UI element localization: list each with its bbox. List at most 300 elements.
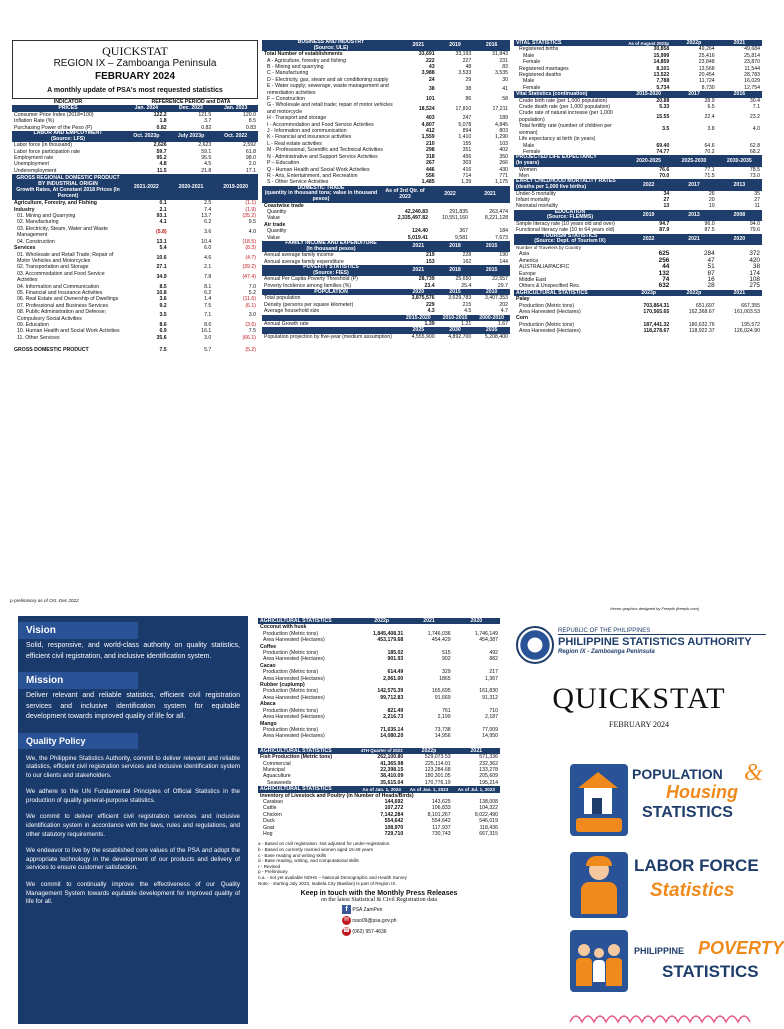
footnote: p - Preliminary [258,869,288,875]
cell: 4,555,900 [411,333,435,340]
row-label: Underemployment [14,167,57,174]
vision-text: Solid, responsive, and world-class authority on quality statistics, efficient civil registration, and inclusive identification system. [26,642,240,660]
keep-in-touch: Keep in touch with the Monthly Press Releases [300,890,458,898]
cell: 771 [499,172,508,179]
section-title [262,186,380,203]
contact-list [342,905,500,938]
cell: 106,833 [431,805,451,812]
col-header: As of Jul. 1, 2023 [453,786,500,792]
cell: 30,858 [653,46,670,53]
cell: 11,724 [699,78,715,85]
section-title: EARLY CHILDHOOD MORTALITY RATES (deaths per 1,000 live births) [514,179,626,190]
cell: 59.1 [201,148,212,155]
cell: 1,485 [421,179,435,186]
cell: 13.7 [201,213,212,220]
cell: 2.5 [204,200,212,207]
row-label: Industry [14,206,35,213]
cell: 420 [749,256,760,264]
cell: 554,642 [431,818,451,825]
table-row [262,102,510,115]
cell: 31,843 [492,51,508,58]
cell: 1,367 [485,675,498,682]
col-header: 2021 [400,40,437,51]
phone-icon: ☎ [342,928,351,935]
cell: 38 [752,263,760,271]
col-header: As of Jan. 1, 2023 [405,786,452,792]
row-label: Under-5 mortality [516,190,556,197]
col-header: Oct. 2023p [124,131,169,142]
cell: 30.4 [749,97,760,104]
cell: 0.1 [159,200,167,207]
psa-seal-icon [516,626,554,664]
col-header: 2015-2020 [400,315,437,321]
cell: 730,743 [431,831,451,837]
cell: 28.9 [704,97,715,104]
cell: 1,410 [458,134,472,141]
cell: 107,272 [384,805,404,812]
cell: 26 [708,190,715,197]
cell: 1865 [439,675,451,682]
cell: 614.49 [387,669,404,676]
cell: 350 [499,153,508,160]
section-title [514,155,626,166]
row-label: Production (Metric tons) [263,650,319,657]
cell: 2,187 [485,714,498,721]
row-label: 01. Wholesale and Retail Trade; Repair of Motor Vehicles and Motorcycles [17,251,114,264]
cell: 882 [489,656,498,663]
cell: 69.40 [656,142,670,149]
facebook-icon: f [342,905,351,914]
section-title-text: GROSS REGIONAL DOMESTIC PRODUCT BY INDUSTRIAL ORIGIN [16,175,120,188]
cell: 29.7 [497,282,508,289]
cell: 2.0 [248,161,256,168]
row-label: Coastwise trade [264,202,304,209]
cell: 667,315 [479,831,498,837]
row-label: Density (persons per square kilometer) [264,301,354,308]
row-label: Goat [263,824,275,831]
cell: 256 [658,256,670,264]
quality-policy-title: Quality Policy [18,733,138,749]
cell: 8.1 [204,283,212,290]
cell: 3.5 [662,126,670,133]
row-label: Area Harvested (Hectares) [263,675,325,682]
keep-in-touch-sub: on the latest Statistical & Civil Registration data [320,897,438,904]
row-label: Agriculture, Forestry, and Fishing [14,200,97,207]
cell: (18.5) [242,238,256,245]
col-header: 2022 [626,179,671,190]
cell: 71.5 [704,172,715,179]
cell: 174 [749,269,760,277]
cell: 77.1 [704,166,715,173]
col-header: 2000-2010 [473,315,510,321]
row-label: Production (Metric tons) [519,321,575,328]
cell: 3,988 [421,70,435,77]
cell: 3,535 [495,70,508,77]
cell: 23,848 [698,59,715,66]
cell: 23.2 [749,113,760,120]
row-label: 03. Electricity, Steam, Water and Waste Management [17,225,108,239]
col-header: 2013 [671,210,716,221]
col-header: 2015-2020 [626,91,671,97]
row-label: 11. Other Services [17,334,60,341]
cell: 118,436 [479,824,498,831]
livestock-table [258,786,500,837]
cell: 48 [465,64,472,70]
cell: 16.1 [201,328,212,335]
row-label: Annual average family income [264,252,334,259]
cell: 5.33 [659,104,670,111]
cell: 118,922.37 [689,328,715,335]
row-label: E - Water supply; sewerage, waste management and remediation activities [267,83,389,96]
cell: 13.1 [156,238,167,245]
cell: 7.1 [752,104,760,111]
row-label: Rubber (cuplump) [260,682,305,689]
cell: 73.0 [749,172,760,179]
cell: 446 [426,166,435,173]
cell: 329 [442,669,451,676]
cell: 17,211 [492,105,508,112]
cell: 195,572 [741,321,760,328]
cell: 554,642 [384,818,404,825]
cell: 14,950 [482,733,498,740]
col-header: 2015 [473,241,510,252]
footnote: Note: - starting July 2023, Isabela City (Basilan) is part of Region IX. [258,880,397,886]
cell: 267 [426,160,435,167]
cell: 18,524 [418,105,435,112]
cell: 1,845,408.31 [373,630,404,637]
cell: 227 [462,57,472,64]
cell: 2,623 [198,142,212,149]
row-label: Employment rate [14,155,54,162]
cell: 4.7 [500,308,508,315]
cell: 529,073.53 [424,754,451,761]
row-label: Production (Metric tons) [263,688,319,695]
cell: 3.8 [707,126,715,133]
cell: 2.1 [159,206,167,213]
col-header: 2017 [671,179,716,190]
cell: 430 [499,166,508,173]
row-label: Aquaculture [263,773,291,780]
row-label: Quantity [267,208,287,215]
cell: 6.9 [159,328,167,335]
cell: 20.88 [656,97,670,104]
row-label: Total fertility rate (number of children per woman) [519,123,612,136]
cell: 142,575.39 [377,688,404,695]
row-label: Value [267,215,280,222]
email-icon: ✉ [343,917,350,924]
row-label: Production (Metric tons) [263,630,319,637]
psa-header [558,628,766,655]
row-label: Functional literacy rate (10 to 64 years old) [516,227,615,234]
row-label: Women [519,166,537,173]
row-label: Female [523,148,541,155]
cell: 87 [707,269,715,277]
republic-label: REPUBLIC OF THE PHILIPPINES [558,628,766,635]
cell: 13,522 [653,72,670,79]
col-header: 2015 [473,265,510,276]
cell: 219 [426,252,435,259]
cell: 6.5 [707,104,715,111]
row-label: Area Harvested (Hectares) [519,308,581,315]
cell: 7,788 [656,78,670,85]
facebook-contact[interactable] [342,905,500,916]
cell: 25.4 [461,282,472,289]
quality-policy-paragraph: We commit to deliver efficient civil registration services and inclusive identification system in accordance with the laws, rules and regulations, and other statutory requirements. [26,813,240,838]
cell: 87.5 [704,227,715,234]
column-3 [514,40,762,335]
cell: 11,544 [744,65,760,72]
email-contact[interactable] [342,916,500,927]
cell: 416 [462,166,472,173]
cell: 0.83 [245,124,256,131]
cell: 9.5 [248,219,256,226]
cell: 3.7 [204,118,212,125]
row-label: Abaca [260,701,276,708]
business-table [262,40,510,186]
row-label: 03. Accommodation and Food Service Activities [17,270,105,284]
row-label: G - Wholesale and retail trade; repair of motor vehicles and motorcycle [267,102,393,115]
row-label: Area Harvested (Hectares) [263,714,325,721]
column-2 [262,40,510,340]
col-header: 2021 [671,234,716,245]
row-label: Others & Unspecified Res. [519,283,581,290]
row-label: Area Harvested (Hectares) [263,733,325,740]
psa-region: Region IX - Zamboanga Peninsula [558,649,655,655]
table-row [262,83,510,96]
cell: 144,692 [384,798,404,805]
cell: 22.4 [704,113,715,120]
cell: 30 [502,76,508,83]
cell: (39.2) [242,264,256,271]
cell: 4.6 [204,254,212,261]
section-subtitle: (In years) [516,159,540,166]
cell: 59.7 [156,148,167,155]
section-subtitle: (Source: FLEMMS) [546,214,594,221]
section-title: AGRICULTURAL STATISTICS [258,786,358,792]
section-title: PRICES [12,105,124,111]
cell: (4.7) [245,254,256,261]
col-header: 2010 [473,289,510,295]
cell: 3,875,576 [411,295,435,302]
row-label: Coffee [260,643,277,650]
row-label: Fish Production (Metric tons) [260,754,333,761]
cell: 28 [707,282,715,290]
section-title-text: EDUCATION [554,208,586,215]
row-label: 09. Education [17,321,49,328]
cell: 3.6 [159,296,167,303]
cell: 571,336 [479,754,498,761]
cell: 122.2 [153,111,167,118]
row-label: Corn [516,315,529,322]
cell: 43 [428,64,435,70]
mission-title: Mission [18,672,138,689]
cell: 64.6 [704,142,715,149]
table-row [12,252,258,265]
cell: 28,783 [744,72,760,79]
cell: 7.0 [248,283,256,290]
cell: 0.82 [201,124,212,131]
row-label: 08. Public Administration and Defense; Compulsory Social Activities [17,309,107,322]
cell: 96.0 [704,220,715,227]
cell: 2,216.73 [383,714,404,721]
cell: 22,398.15 [380,766,404,773]
row-label: Neonatal mortality [516,203,558,210]
row-label: Duck [263,818,275,825]
section-subtitle: (Source: Dept. of Tourism IX) [534,238,606,245]
cell: 284 [703,250,715,258]
cell: 44 [662,263,670,271]
cell: 93.1 [156,213,167,220]
cell: 10.6 [156,254,167,261]
row-label: Unemployment [14,161,49,168]
cell: 9.2 [159,302,167,309]
col-header: 2019 [626,210,671,221]
col-header: 2022p [405,748,452,754]
cell: 78.5 [749,166,760,173]
cell: 275 [749,282,760,290]
cell: 1,290 [495,134,508,141]
masthead [12,40,258,99]
cell: 902 [442,656,451,663]
cell: 4,892,700 [448,333,472,340]
row-label: Hog [263,831,273,837]
cell: 546,019 [479,818,498,825]
cell: 6.2 [204,219,212,226]
col-header: 2020 [453,618,500,624]
house-icon [570,764,628,836]
cell: 184 [499,228,508,235]
row-label: Production (Metric tons) [263,707,319,714]
cell: 15,999 [653,52,670,59]
col-header: 2016 [473,40,510,51]
vital-continuation-table [514,91,762,155]
cell: 4.0 [752,126,760,133]
poverty-table [262,265,510,289]
cell: 5,734 [656,84,670,91]
cell: 76.6 [659,166,670,173]
row-label: Female [523,59,541,66]
cell: 4.5 [204,161,212,168]
cell: 38 [428,86,435,93]
cell: 1,39 [461,179,472,186]
cell: 225,114.01 [425,760,451,767]
table-row [12,309,258,322]
col-header: 2022 [626,234,671,245]
cell: 4.3 [427,308,435,315]
cell: 10.4 [201,238,212,245]
cell: 1.8 [159,118,167,125]
row-label: Commercial [263,760,291,767]
cell: 453,179.68 [377,637,404,644]
cell: 4.1 [159,219,167,226]
col-header: 2021 [470,186,510,203]
issue-month: FEBRUARY 2024 [94,71,176,82]
cell: 24 [428,76,435,83]
cell: 108,970 [384,824,404,831]
cell: 454,387 [479,637,498,644]
email-label: rsso09@psa.gov.ph [352,918,397,925]
row-label: Production (Metric tons) [263,669,319,676]
table-row [12,226,258,239]
agri-table [514,290,762,335]
cell: 35.6 [156,334,167,341]
decorative-border [570,1010,750,1024]
row-label: 02. Transportation and Storage [17,264,89,271]
cell: 13 [663,203,670,210]
grdp-table [12,174,258,353]
cell: 232,362 [479,760,498,767]
labor-table [12,131,258,174]
phone-contact[interactable] [342,927,500,938]
table-note: Number of Travelers by Country [516,244,582,250]
col-header: 2020-2025 [626,155,671,166]
col-header: July 2023p [169,131,214,142]
cell: 14,859 [653,59,670,66]
population-banner [570,760,770,846]
cell: 402 [499,147,508,154]
cell: 761 [442,707,451,714]
mission-text: Deliver relevant and reliable statistics, efficient civil registration services and inclusive identification system for equitable development towards improved quality of life for all. [26,692,240,720]
cell: 38 [465,86,472,93]
banner-statistics: STATISTICS [642,804,733,821]
row-label: Female [523,84,541,91]
row-label: Carabao [263,798,283,805]
cell: 7,673 [495,234,508,241]
cell: 17,810 [455,105,472,112]
cell: 556 [426,172,435,179]
cell: 351 [462,147,472,154]
cell: 492 [489,650,498,657]
section-title: POPULATION [262,289,400,295]
row-label: Total population [264,295,301,302]
cell: 215 [462,301,472,308]
col-header: Dec. 2023 [169,105,214,111]
tagline: A monthly update of PSA's most requested statistics [47,87,223,94]
gdp-value: 7.5 [159,347,167,354]
vital-table [514,40,762,91]
cell: 170,565.65 [643,308,670,315]
row-label: Registered marriages [519,65,569,72]
row-label: A - Agriculture, forestry and fishing [267,57,347,64]
col-header: 2030-2035 [717,155,762,166]
cell: 515 [442,650,451,657]
cell: 821.49 [387,707,404,714]
cell: 2,199 [437,714,451,721]
cell: (11.6) [242,296,256,303]
row-label: Crude rate of natural increase (per 1,000 population) [519,110,613,123]
row-label: Cacao [260,662,276,669]
cell: 41,365.98 [380,760,404,767]
cell: 229 [426,301,435,308]
col-header: 2022p [671,40,716,46]
cell: 99,712.83 [380,694,404,701]
col-header: 4TH Quarter of 2023 [358,748,405,754]
cell: 625 [658,250,670,258]
cell: 27 [663,196,670,203]
trade-table [262,186,510,241]
banner-labor-statistics: Statistics [650,880,735,901]
row-label: Simple literacy rate (10 years old and over) [516,220,615,227]
row-label: H - Transport and storage [267,115,327,122]
preliminary-note: p-preliminary as of Oct.-Dec 2022 [10,598,79,603]
col-header: 2021 [405,618,452,624]
cell: 13,568 [698,65,715,72]
row-label: Production (Metric tons) [263,726,319,733]
cell: 94.0 [749,220,760,227]
row-label: I - Accommodation and Food Service Activities [267,121,374,128]
quality-policy-list [18,753,248,909]
cell: 25,650 [455,276,472,283]
